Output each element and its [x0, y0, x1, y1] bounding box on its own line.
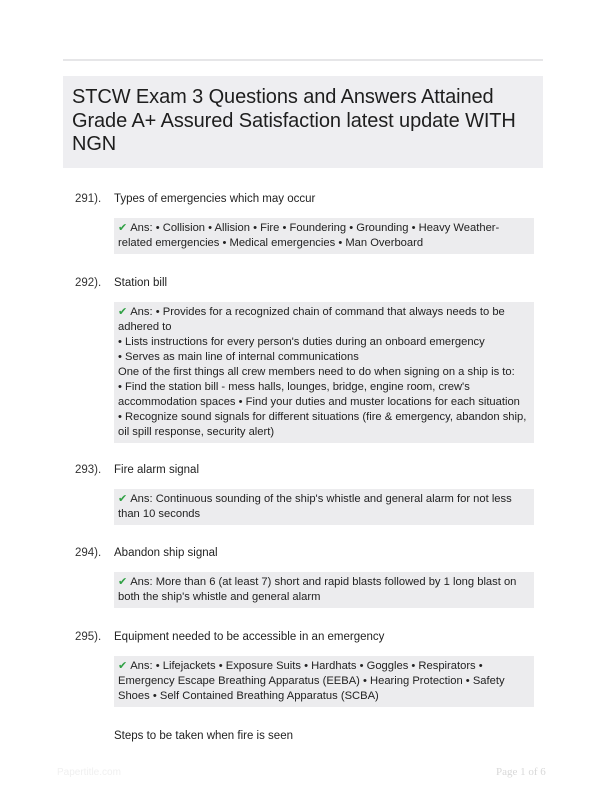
answer-text: Ans: • Lifejackets • Exposure Suits • Hardhats • Goggles • Respirators • Emergency Escape Breathing Apparatus (EEBA) • Hearing Protection • Safety Shoes • Self Contained Breathing Apparatus (SCBA) [118, 660, 505, 702]
check-icon: ✔ [118, 493, 128, 505]
question-text: Abandon ship signal [114, 547, 218, 559]
title-banner [63, 76, 543, 168]
question-number: 293). [75, 464, 102, 476]
answer-text: Ans: • Provides for a recognized chain of command that always needs to be adhered to [118, 306, 505, 333]
answer-text: Ans: • Collision • Allision • Fire • Foundering • Grounding • Heavy Weather-related emergencies • Medical emergencies • Man Overboard [118, 222, 500, 249]
check-icon: ✔ [118, 576, 128, 588]
check-icon: ✔ [118, 222, 128, 234]
answer-text: Ans: More than 6 (at least 7) short and rapid blasts followed by 1 long blast on both the ship's whistle and general alarm [118, 576, 517, 603]
check-icon: ✔ [118, 660, 128, 672]
answer-text: • Lists instructions for every person's duties during an onboard emergency [118, 336, 485, 348]
answer-box [114, 489, 534, 525]
answer-text: • Find the station bill - mess halls, lounges, bridge, engine room, crew's accommodation spaces • Find your duties and muster locations for each situation [118, 381, 520, 408]
top-divider [63, 59, 543, 61]
question-text: Types of emergencies which may occur [114, 193, 316, 205]
answer-box [114, 572, 534, 608]
check-icon: ✔ [118, 306, 128, 318]
question-number: 294). [75, 547, 102, 559]
answer-box [114, 302, 534, 443]
document-title: STCW Exam 3 Questions and Answers Attained Grade A+ Assured Satisfaction latest update WITH NGN [72, 86, 516, 155]
question-number: 292). [75, 277, 102, 289]
question-text: Station bill [114, 277, 168, 289]
question-number: 291). [75, 193, 102, 205]
question-text: Fire alarm signal [114, 464, 199, 476]
answer-text: One of the first things all crew members need to do when signing on a ship is to: [118, 366, 515, 378]
question-number: 295). [75, 631, 102, 643]
answer-text: • Serves as main line of internal communications [118, 351, 359, 363]
answer-text: Ans: Continuous sounding of the ship's whistle and general alarm for not less than 10 seconds [118, 493, 512, 520]
footer-watermark: Papertitle.com [57, 767, 121, 778]
answer-text: • Recognize sound signals for different situations (fire & emergency, abandon ship, oil spill response, security alert) [118, 411, 527, 438]
question-text: Equipment needed to be accessible in an emergency [114, 631, 385, 643]
question-text: Steps to be taken when fire is seen [114, 730, 293, 742]
answer-box [114, 656, 534, 707]
answer-box [114, 218, 534, 254]
page-indicator: Page 1 of 6 [496, 766, 546, 778]
